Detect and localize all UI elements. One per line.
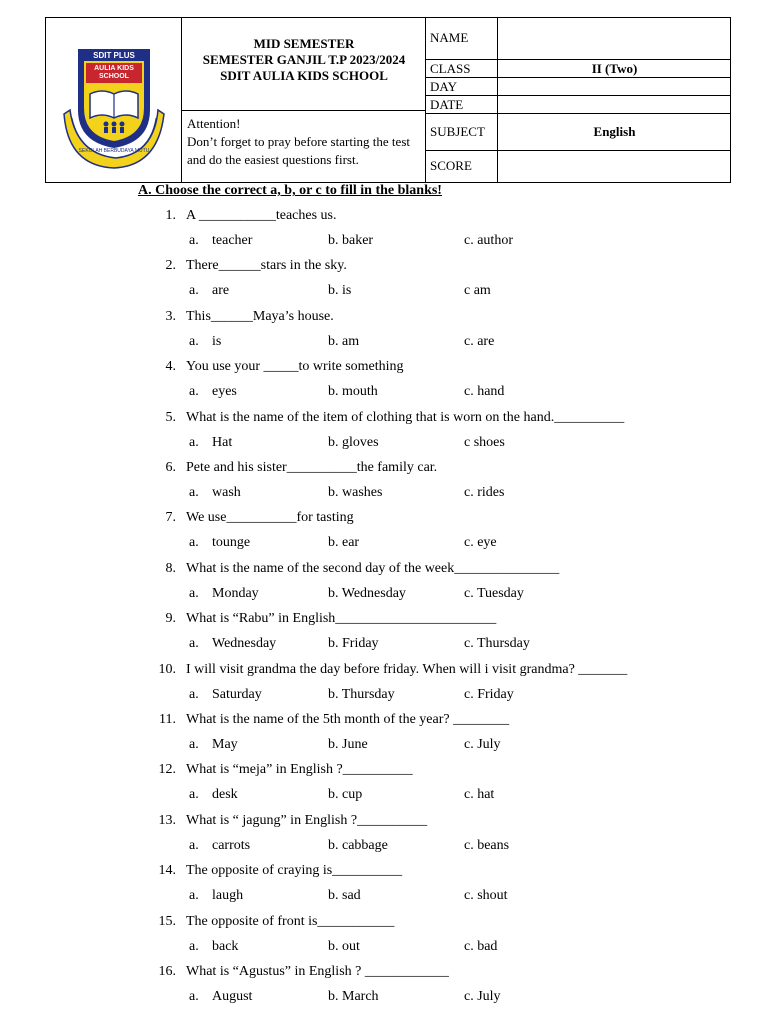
header-divider <box>497 18 498 182</box>
option-b[interactable]: b. June <box>328 737 368 752</box>
question-number: 8. <box>165 561 176 576</box>
question-item <box>0 762 768 782</box>
day-label: DAY <box>430 79 457 94</box>
option-a[interactable]: back <box>212 939 239 954</box>
question-item <box>0 964 768 984</box>
option-a[interactable]: laugh <box>212 888 244 903</box>
option-a-letter: a. <box>189 787 199 802</box>
option-a[interactable]: Saturday <box>212 687 262 702</box>
option-b[interactable]: b. cup <box>328 787 363 802</box>
header-divider <box>425 95 731 96</box>
option-b[interactable]: b. sad <box>328 888 361 903</box>
option-a-letter: a. <box>189 535 199 550</box>
question-text: You use your _____to write something <box>186 359 404 374</box>
subject-label: SUBJECT <box>430 124 485 139</box>
question-number: 1. <box>165 208 176 223</box>
option-c[interactable]: c. Friday <box>464 687 514 702</box>
option-a[interactable]: May <box>212 737 238 752</box>
option-b[interactable]: b. March <box>328 989 379 1004</box>
option-b[interactable]: b. cabbage <box>328 838 388 853</box>
option-c[interactable]: c. hat <box>464 787 495 802</box>
option-c[interactable]: c. July <box>464 737 501 752</box>
question-text: What is the name of the 5th month of the year? ________ <box>186 712 510 727</box>
option-a-letter: a. <box>189 384 199 399</box>
option-c[interactable]: c shoes <box>464 435 505 450</box>
option-a-letter: a. <box>189 687 199 702</box>
option-a[interactable]: tounge <box>212 535 251 550</box>
option-a[interactable]: is <box>212 334 222 349</box>
option-a[interactable]: Hat <box>212 435 233 450</box>
exam-header-table <box>45 17 731 183</box>
question-number: 6. <box>165 460 176 475</box>
option-a[interactable]: teacher <box>212 233 253 248</box>
score-label: SCORE <box>430 158 472 173</box>
question-text: Pete and his sister__________the family car. <box>186 460 438 475</box>
question-item <box>0 662 768 682</box>
option-b[interactable]: b. Wednesday <box>328 586 406 601</box>
header-divider <box>425 59 731 60</box>
question-text: We use__________for tasting <box>186 510 354 525</box>
option-a[interactable]: are <box>212 283 230 298</box>
question-item <box>0 510 768 530</box>
question-number: 7. <box>165 510 176 525</box>
question-text: This______Maya’s house. <box>186 309 334 324</box>
question-number: 15. <box>158 914 176 929</box>
question-item <box>0 258 768 278</box>
option-a-letter: a. <box>189 737 199 752</box>
attention-title: Attention! <box>187 116 241 131</box>
class-value: II (Two) <box>591 61 638 76</box>
option-b[interactable]: b. gloves <box>328 435 379 450</box>
option-b[interactable]: b. Thursday <box>328 687 395 702</box>
option-a-letter: a. <box>189 485 199 500</box>
option-c[interactable]: c. shout <box>464 888 508 903</box>
option-a[interactable]: carrots <box>212 838 251 853</box>
option-b[interactable]: b. out <box>328 939 360 954</box>
question-text: What is the name of the item of clothing that is worn on the hand.__________ <box>186 410 625 425</box>
option-b[interactable]: b. is <box>328 283 352 298</box>
question-number: 10. <box>158 662 176 677</box>
name-label: NAME <box>430 30 469 45</box>
question-item <box>0 460 768 480</box>
option-a-letter: a. <box>189 233 199 248</box>
school-logo <box>46 18 181 182</box>
option-a-letter: a. <box>189 888 199 903</box>
option-a[interactable]: desk <box>212 787 238 802</box>
question-item <box>0 208 768 228</box>
option-b[interactable]: b. baker <box>328 233 374 248</box>
question-item <box>0 309 768 329</box>
question-text: There______stars in the sky. <box>186 258 347 273</box>
question-text: What is “ jagung” in English ?__________ <box>186 813 428 828</box>
question-item <box>0 611 768 631</box>
question-text: What is “meja” in English ?__________ <box>186 762 413 777</box>
question-text: A ___________teaches us. <box>186 208 337 223</box>
question-text: What is “Agustus” in English ? ____________ <box>186 964 449 979</box>
option-c[interactable]: c am <box>464 283 491 298</box>
question-number: 16. <box>158 964 176 979</box>
option-c[interactable]: c. hand <box>464 384 505 399</box>
option-c[interactable]: c. Tuesday <box>464 586 524 601</box>
logo-name-text: AULIA KIDS SCHOOL <box>94 65 134 80</box>
question-number: 11. <box>159 712 176 727</box>
option-a-letter: a. <box>189 989 199 1004</box>
question-text: I will visit grandma the day before friday. When will i visit grandma? _______ <box>186 662 628 677</box>
option-a-letter: a. <box>189 838 199 853</box>
question-number: 4. <box>165 359 176 374</box>
option-c[interactable]: c. July <box>464 989 501 1004</box>
title-line: MID SEMESTER <box>253 36 355 51</box>
question-item <box>0 914 768 934</box>
option-b[interactable]: b. Friday <box>328 636 379 651</box>
question-text: What is “Rabu” in English_______________________ <box>186 611 497 626</box>
question-number: 14. <box>158 863 176 878</box>
header-divider <box>425 150 731 151</box>
question-number: 12. <box>158 762 176 777</box>
option-c[interactable]: c. rides <box>464 485 505 500</box>
title-line: SDIT AULIA KIDS SCHOOL <box>220 68 388 83</box>
section-heading: A. Choose the correct a, b, or c to fill in the blanks! <box>138 183 442 198</box>
option-c[interactable]: c. Thursday <box>464 636 530 651</box>
option-a-letter: a. <box>189 939 199 954</box>
option-b[interactable]: b. ear <box>328 535 360 550</box>
header-divider <box>425 77 731 78</box>
subject-value: English <box>593 124 636 139</box>
question-number: 9. <box>165 611 176 626</box>
header-divider <box>425 113 731 114</box>
date-label: DATE <box>430 97 464 112</box>
question-text: What is the name of the second day of the week_______________ <box>186 561 560 576</box>
option-a[interactable]: Wednesday <box>212 636 277 651</box>
option-a-letter: a. <box>189 636 199 651</box>
question-item <box>0 359 768 379</box>
question-number: 13. <box>158 813 176 828</box>
option-a[interactable]: wash <box>212 485 241 500</box>
option-a[interactable]: eyes <box>212 384 237 399</box>
question-item <box>0 813 768 833</box>
logo-motto-text: SEKOLAH BERBUDAYA MUTU <box>78 148 150 154</box>
question-item <box>0 410 768 430</box>
question-number: 5. <box>165 410 176 425</box>
question-text: The opposite of craying is__________ <box>186 863 403 878</box>
logo-top-text: SDIT PLUS <box>93 51 135 60</box>
exam-title <box>182 36 426 84</box>
attention-note <box>187 115 422 169</box>
attention-text: Don’t forget to pray before starting the test and do the easiest questions first. <box>187 134 410 167</box>
option-c[interactable]: c. author <box>464 233 513 248</box>
option-a-letter: a. <box>189 334 199 349</box>
question-item <box>0 561 768 581</box>
header-divider <box>181 110 425 111</box>
option-b[interactable]: b. am <box>328 334 360 349</box>
question-item <box>0 863 768 883</box>
option-b[interactable]: b. mouth <box>328 384 378 399</box>
option-a[interactable]: August <box>212 989 253 1004</box>
option-a-letter: a. <box>189 283 199 298</box>
question-number: 3. <box>165 309 176 324</box>
school-crest-icon <box>46 18 181 182</box>
class-label: CLASS <box>430 61 471 76</box>
option-a-letter: a. <box>189 586 199 601</box>
option-a[interactable]: Monday <box>212 586 259 601</box>
option-c[interactable]: c. are <box>464 334 495 349</box>
option-c[interactable]: c. beans <box>464 838 510 853</box>
question-number: 2. <box>165 258 176 273</box>
option-c[interactable]: c. eye <box>464 535 497 550</box>
option-a-letter: a. <box>189 435 199 450</box>
option-c[interactable]: c. bad <box>464 939 498 954</box>
question-item <box>0 712 768 732</box>
question-text: The opposite of front is___________ <box>186 914 395 929</box>
title-line: SEMESTER GANJIL T.P 2023/2024 <box>202 52 406 67</box>
option-b[interactable]: b. washes <box>328 485 383 500</box>
